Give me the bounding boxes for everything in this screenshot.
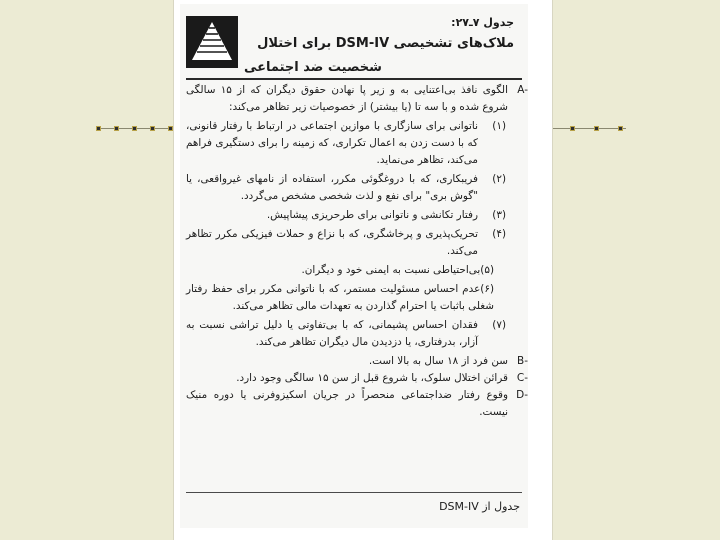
divider-square	[168, 126, 173, 131]
list-item	[186, 207, 508, 224]
item-number: (۶)	[480, 283, 494, 295]
list-item	[186, 281, 508, 315]
book-logo-icon	[186, 16, 238, 68]
list-item	[186, 118, 508, 169]
document-page	[180, 4, 528, 528]
source-note: جدول از DSM-IV	[439, 500, 520, 513]
criteria-list	[186, 82, 528, 421]
criterion-text: وقوع رفتار ضداجتماعی منحصراً در جریان اسکیزوفرنی یا دوره منیک نیست.	[186, 389, 508, 418]
item-text: تحریک‌پذیری و پرخاشگری، که با نزاع و حملات فیزیکی مکرر تظاهر می‌کند.	[186, 228, 478, 257]
criterion-b	[186, 353, 528, 370]
divider-square	[132, 126, 137, 131]
item-body: بی‌احتیاطی نسبت به ایمنی خود و دیگران.	[301, 264, 481, 276]
item-text	[186, 262, 494, 279]
item-number: (۷)	[492, 319, 506, 331]
item-text	[186, 281, 494, 315]
divider-square	[150, 126, 155, 131]
list-item	[186, 317, 508, 351]
item-text: فریبکاری، که با دروغگوئی مکرر، استفاده از نامهای غیرواقعی، یا "گوش بری" برای نفع و لذت شخصی مشخص می‌گردد.	[186, 173, 478, 202]
list-item	[186, 171, 508, 205]
item-number: (۴)	[492, 228, 506, 240]
item-text: ناتوانی برای سازگاری با موازین اجتماعی در ارتباط با رفتار قانونی، که با دست زدن به اعمال تکراری، که زمینه را برای دستگیری فراهم می‌کند، تظاهر می‌نماید.	[186, 120, 478, 166]
item-number: (۳)	[492, 209, 506, 221]
table-subtitle: شخصیت ضد اجتماعی	[244, 60, 382, 75]
list-item	[186, 226, 508, 260]
criterion-a	[186, 82, 528, 351]
divider-square	[96, 126, 101, 131]
list-item	[186, 262, 508, 279]
divider-square	[570, 126, 575, 131]
divider-square	[594, 126, 599, 131]
criterion-letter: D-	[516, 389, 528, 401]
criterion-text: سن فرد از ۱۸ سال به بالا است.	[368, 355, 508, 367]
table-header	[186, 10, 520, 75]
item-text: رفتار تکانشی و ناتوانی برای طرحریزی پیشاپیش.	[266, 209, 478, 221]
criterion-text: قرائن اختلال سلوک، با شروع قبل از سن ۱۵ سالگی وجود دارد.	[236, 372, 508, 384]
criterion-letter: B-	[517, 355, 528, 367]
criterion-letter: A-	[517, 84, 528, 96]
criterion-text: الگوی نافذ بی‌اعتنایی به و زیر پا نهادن حقوق دیگران که از ۱۵ سالگی شروع شده و با سه تا (یا بیشتر) از خصوصیات زیر تظاهر می‌کند:	[186, 84, 508, 113]
item-number: (۵)	[480, 264, 494, 276]
right-divider	[546, 126, 626, 132]
header-rule	[186, 78, 522, 80]
divider-square	[114, 126, 119, 131]
table-title: ملاک‌های تشخیصی DSM-IV برای اختلال	[257, 36, 514, 51]
criterion-letter: C-	[516, 372, 528, 384]
item-text: فقدان احساس پشیمانی، که با بی‌تفاوتی یا دلیل تراشی نسبت به آزار، بدرفتاری، یا دزدیدن مال دیگران تظاهر می‌کند.	[186, 319, 478, 348]
item-number: (۲)	[492, 173, 506, 185]
item-body: عدم احساس مسئولیت مستمر، که با ناتوانی مکرر برای حفظ رفتار شغلی باثبات یا احترام گذاردن به تعهدات مالی تظاهر می‌کند.	[186, 283, 494, 312]
scanned-page	[174, 0, 552, 540]
divider-square	[618, 126, 623, 131]
criterion-c	[186, 370, 528, 387]
table-number: جدول ۷ـ۲۷:	[451, 16, 514, 29]
criterion-d	[186, 387, 528, 421]
footer-rule	[186, 492, 522, 493]
left-divider	[96, 126, 178, 132]
item-number: (۱)	[492, 120, 506, 132]
